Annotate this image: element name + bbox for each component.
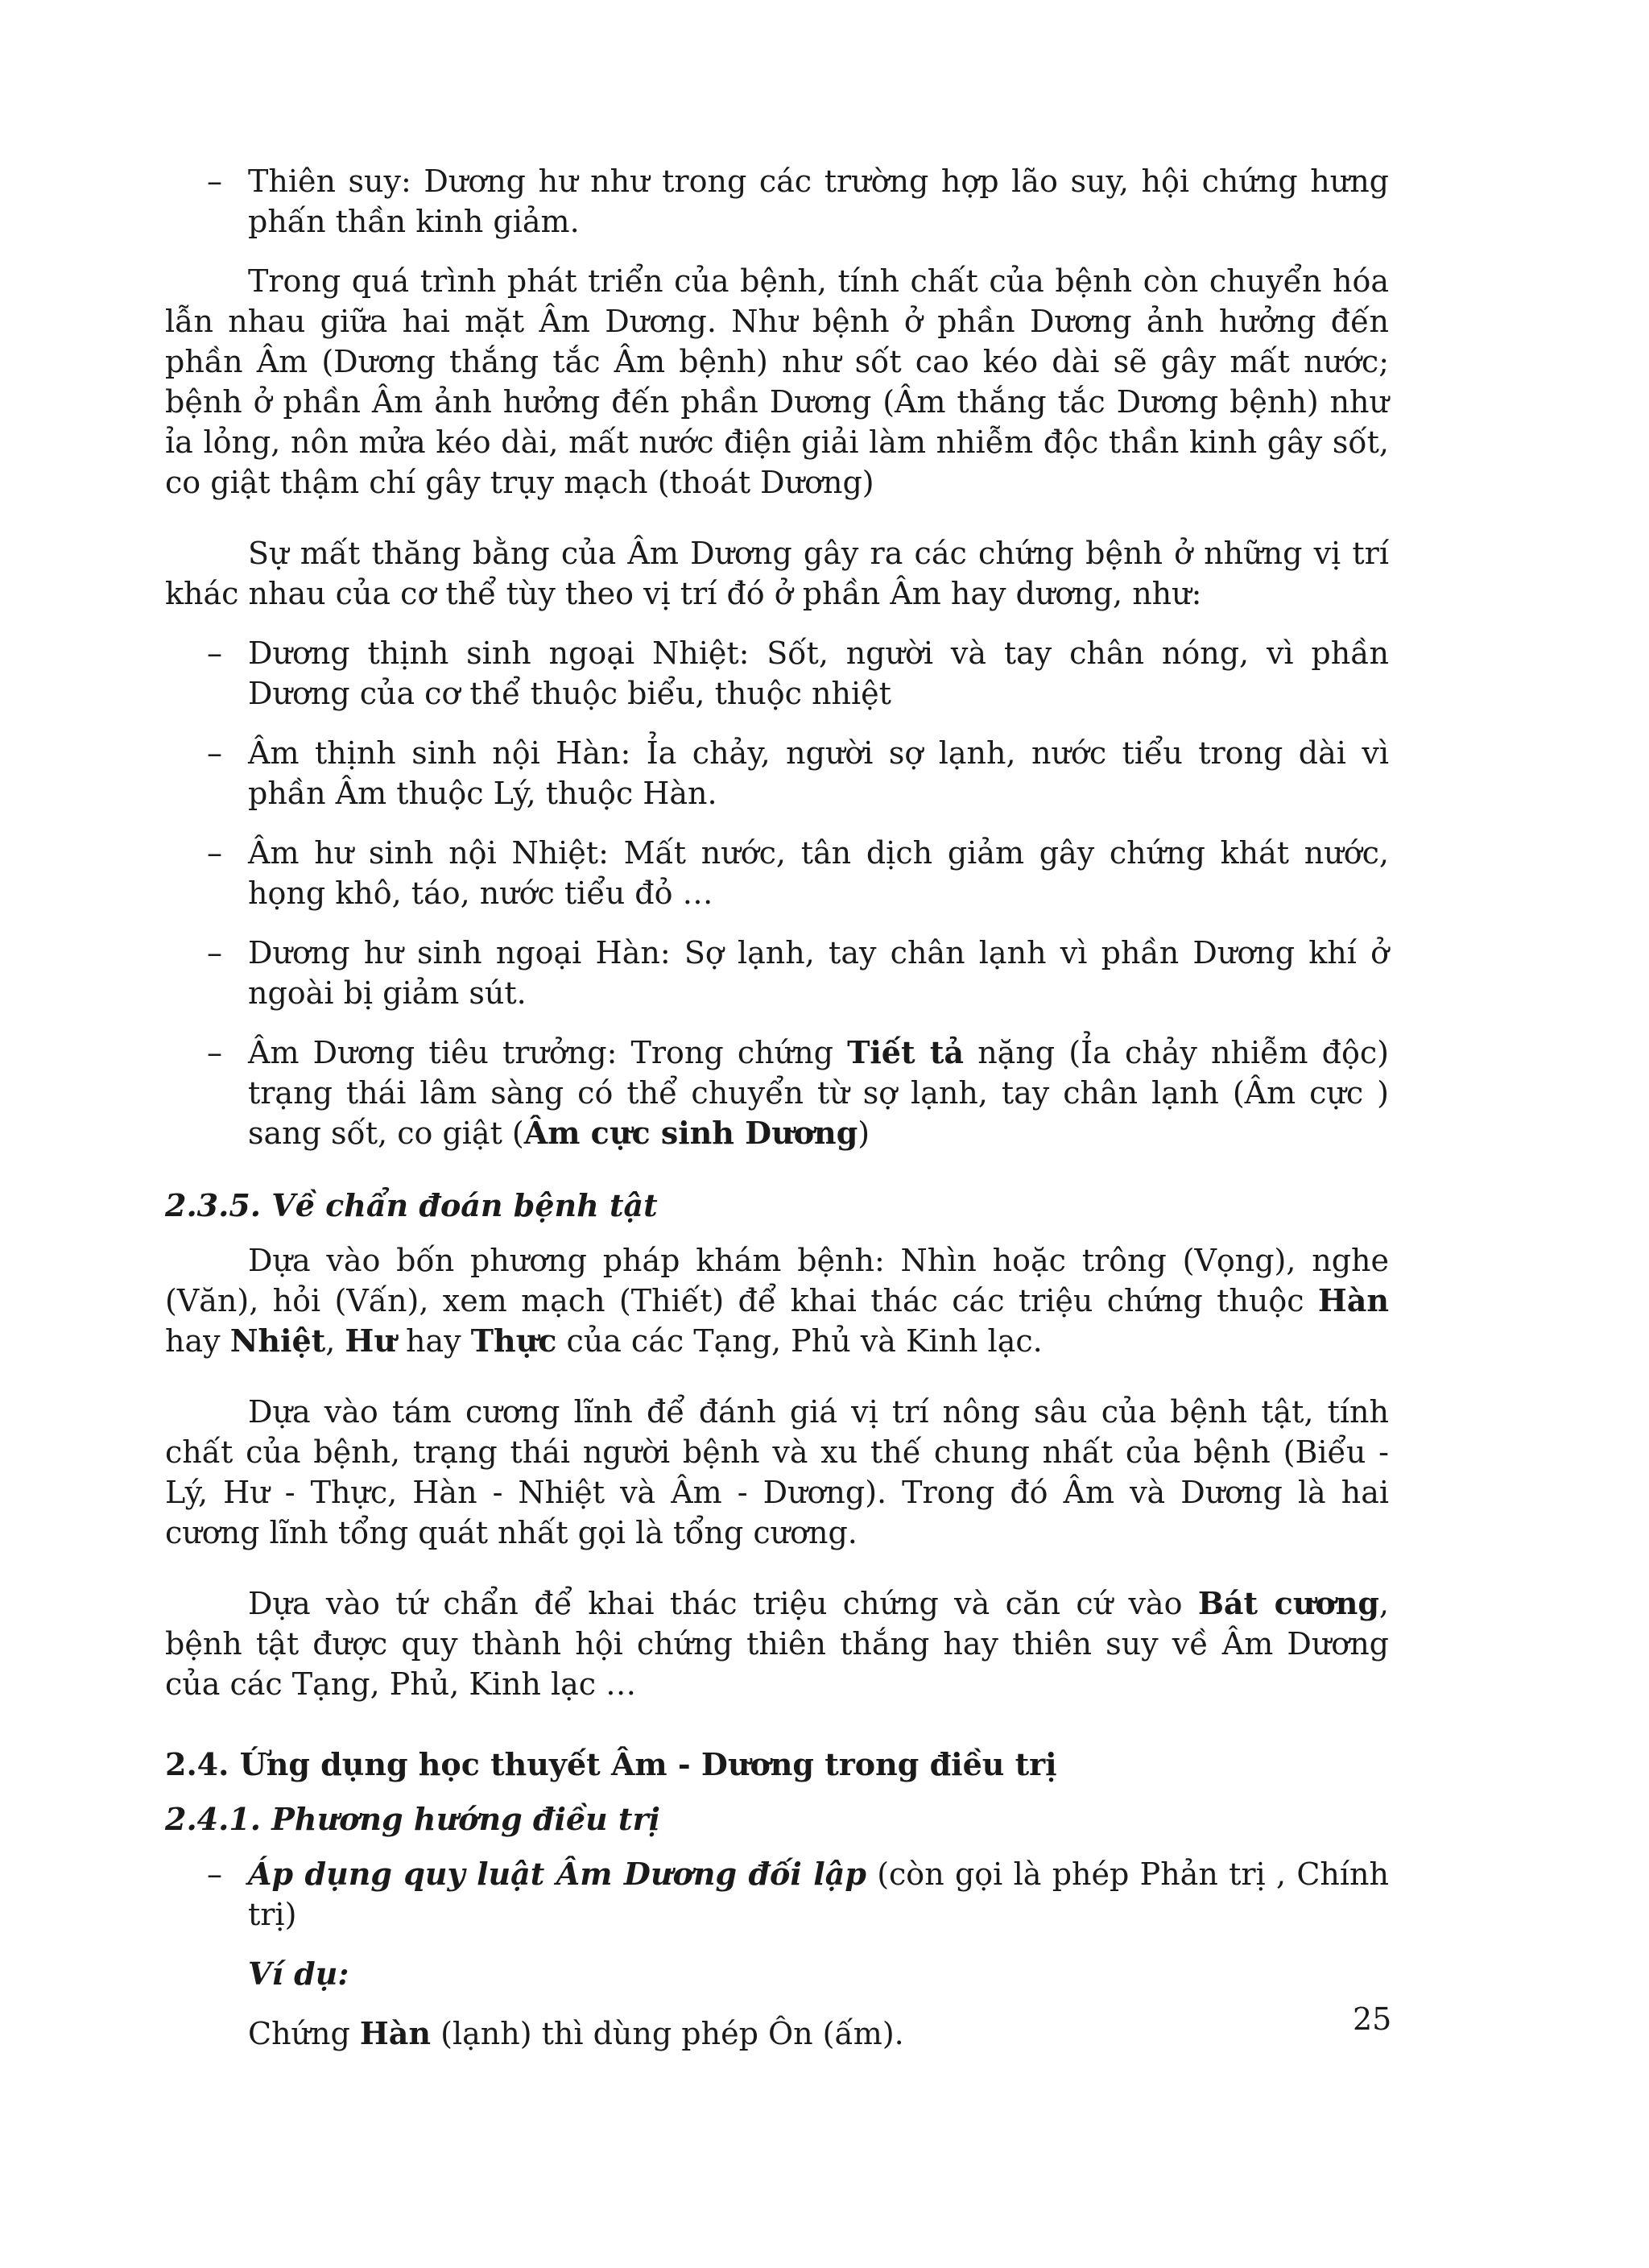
text-run: (còn gọi là phép Phản trị , Chính trị): [248, 1856, 1390, 1932]
bullet-text: [248, 1856, 1389, 1932]
text-run: Âm Dương tiêu trưởng: Trong chứng: [248, 1035, 848, 1070]
dash-marker: –: [207, 1035, 222, 1070]
bullet-doi-lap: [165, 1854, 1389, 1935]
example-text: [165, 2013, 1389, 2054]
page-content: [165, 161, 1392, 2073]
text-run: hay: [165, 1323, 230, 1359]
bold-term: Thực: [470, 1322, 557, 1359]
text-run: Dựa vào tứ chẩn để khai thác triệu chứng và căn cứ vào: [248, 1586, 1198, 1621]
bullet-am-thinh: [165, 733, 1389, 813]
bullet-text: Dương hư sinh ngoại Hàn: Sợ lạnh, tay chân lạnh vì phần Dương khí ở ngoài bị giảm sút.: [248, 935, 1389, 1011]
text-run: ): [858, 1115, 870, 1151]
bullet-text: [248, 1035, 1389, 1151]
bullet-duong-thinh: [165, 633, 1389, 714]
example-label: Ví dụ:: [248, 1956, 349, 1992]
text-run: ,: [325, 1323, 345, 1359]
paragraph-mat-thang-bang: Sự mất thăng bằng của Âm Dương gây ra các chứng bệnh ở những vị trí khác nhau của cơ thể tùy theo vị trí đó ở phần Âm hay dương, như:: [165, 536, 1389, 611]
bold-term: Hư: [345, 1322, 396, 1359]
text-run: (lạnh) thì dùng phép Ôn (ấm).: [431, 2016, 904, 2051]
text-run: Chứng: [248, 2016, 360, 2051]
bold-term: Hàn: [359, 2015, 432, 2051]
dash-marker: –: [207, 635, 222, 671]
section-heading-2-4-1: 2.4.1. Phương hướng điều trị: [165, 1801, 660, 1837]
dash-marker: –: [207, 1856, 222, 1892]
bullet-thien-suy: [165, 161, 1389, 242]
paragraph-tam-cuong: Dựa vào tám cương lĩnh để đánh giá vị trí nông sâu của bệnh tật, tính chất của bệnh, trạng thái người bệnh và xu thế chung nhất của bệnh (Biểu - Lý, Hư - Thực, Hàn - Nhiệt và Âm - Dương). Trong đó Âm và Dương là hai cương lĩnh tổng quát nhất gọi là tổng cương.: [165, 1394, 1389, 1550]
text-run: của các Tạng, Phủ và Kinh lạc.: [556, 1323, 1043, 1359]
paragraph-bat-cuong: [165, 1583, 1389, 1704]
dash-marker: –: [207, 935, 222, 971]
text-run: , bệnh tật được quy thành hội chứng thiên thắng hay thiên suy về Âm Dương của các Tạng, Phủ, Kinh lạc …: [165, 1586, 1389, 1702]
dash-marker: –: [207, 735, 222, 771]
bullet-text: Thiên suy: Dương hư như trong các trường hợp lão suy, hội chứng hưng phấn thần kinh giảm.: [248, 163, 1389, 239]
bold-italic-term: Áp dụng quy luật Âm Dương đối lập: [248, 1856, 866, 1892]
bold-term: Tiết tả: [847, 1034, 965, 1070]
bold-term: Âm cực sinh Dương: [523, 1115, 858, 1151]
paragraph-chuyen-hoa: Trong quá trình phát triển của bệnh, tính chất của bệnh còn chuyển hóa lẫn nhau giữa hai mặt Âm Dương. Như bệnh ở phần Dương ảnh hưởng đến phần Âm (Dương thắng tắc Âm bệnh) như sốt cao kéo dài sẽ gây mất nước; bệnh ở phần Âm ảnh hưởng đến phần Dương (Âm thắng tắc Dương bệnh) như ỉa lỏng, nôn mửa kéo dài, mất nước điện giải làm nhiễm độc thần kinh gây sốt, co giật thậm chí gây trụy mạch (thoát Dương): [165, 263, 1389, 500]
bold-term: Bát cương: [1197, 1585, 1379, 1621]
dash-marker: –: [207, 835, 222, 871]
page-number: 25: [1353, 2001, 1392, 2037]
bullet-tieu-truong: [165, 1033, 1389, 1153]
bold-term: Hàn: [1317, 1282, 1389, 1318]
bullet-text: Dương thịnh sinh ngoại Nhiệt: Sốt, người và tay chân nóng, vì phần Dương của cơ thể thuộc biểu, thuộc nhiệt: [248, 635, 1389, 711]
text-run: hay: [395, 1323, 471, 1359]
bullet-duong-hu: [165, 933, 1389, 1013]
text-run: nặng (Ỉa chảy nhiễm độc) trạng thái lâm sàng có thể chuyển từ sợ lạnh, tay chân lạnh (Âm cực ) sang sốt, co giật (: [248, 1035, 1389, 1151]
dash-marker: –: [207, 163, 222, 199]
bullet-text: Âm thịnh sinh nội Hàn: Ỉa chảy, người sợ lạnh, nước tiểu trong dài vì phần Âm thuộc Lý, thuộc Hàn.: [248, 735, 1389, 811]
section-heading-2-4: 2.4. Ứng dụng học thuyết Âm - Dương trong điều trị: [165, 1746, 1057, 1782]
text-run: Dựa vào bốn phương pháp khám bệnh: Nhìn hoặc trông (Vọng), nghe (Văn), hỏi (Vấn), xem mạch (Thiết) để khai thác các triệu chứng thuộc: [165, 1243, 1389, 1318]
bullet-text: Âm hư sinh nội Nhiệt: Mất nước, tân dịch giảm gây chứng khát nước, họng khô, táo, nước tiểu đỏ …: [248, 835, 1389, 911]
paragraph-tu-chan: [165, 1240, 1389, 1361]
section-heading-2-3-5: 2.3.5. Về chẩn đoán bệnh tật: [165, 1187, 658, 1223]
bold-term: Nhiệt: [229, 1322, 326, 1359]
bullet-am-hu: [165, 833, 1389, 913]
